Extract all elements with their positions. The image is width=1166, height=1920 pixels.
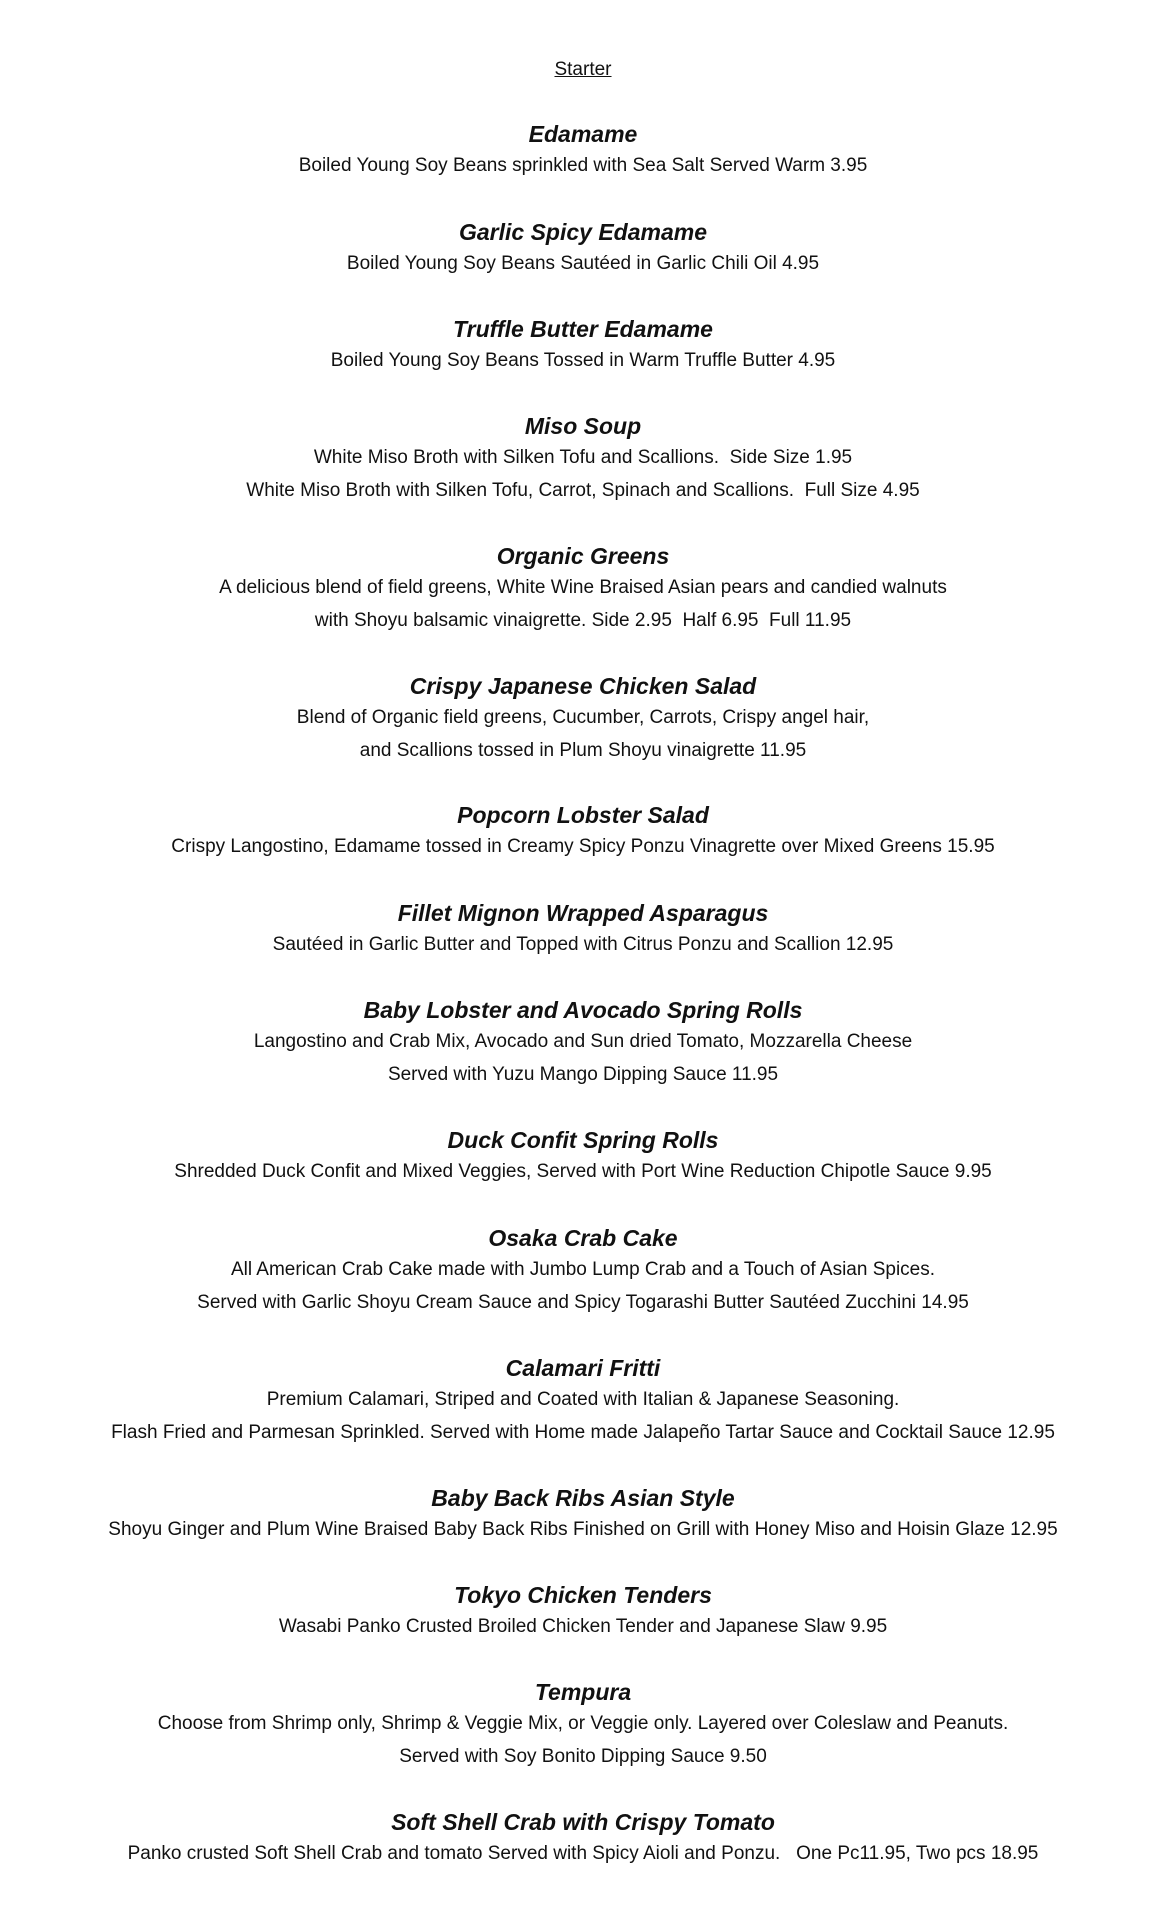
menu-item: [0, 119, 1166, 182]
item-description: Choose from Shrimp only, Shrimp & Veggie Mix, or Veggie only. Layered over Coleslaw and Peanuts.: [157, 1713, 1009, 1734]
item-description: Premium Calamari, Striped and Coated with Italian & Japanese Seasoning.: [266, 1389, 900, 1410]
menu-item: [0, 1677, 1166, 1773]
item-description: Blend of Organic field greens, Cucumber, Carrots, Crispy angel hair,: [296, 707, 870, 728]
item-description: Langostino and Crab Mix, Avocado and Sun dried Tomato, Mozzarella Cheese: [253, 1031, 913, 1052]
item-name: Tokyo Chicken Tenders: [454, 1582, 712, 1608]
menu-item: [0, 541, 1166, 637]
item-description: Crispy Langostino, Edamame tossed in Creamy Spicy Ponzu Vinagrette over Mixed Greens 15.95: [171, 836, 995, 857]
item-description: Shredded Duck Confit and Mixed Veggies, Served with Port Wine Reduction Chipotle Sauce 9.95: [174, 1161, 992, 1182]
item-name: Baby Back Ribs Asian Style: [431, 1485, 735, 1511]
item-description: Sautéed in Garlic Butter and Topped with Citrus Ponzu and Scallion 12.95: [272, 934, 894, 955]
item-description: Panko crusted Soft Shell Crab and tomato Served with Spicy Aioli and Ponzu. One Pc11.95, Two pcs 18.95: [127, 1843, 1039, 1864]
menu-item: [0, 898, 1166, 961]
item-description: Wasabi Panko Crusted Broiled Chicken Tender and Japanese Slaw 9.95: [278, 1616, 888, 1637]
item-name: Popcorn Lobster Salad: [457, 802, 709, 828]
menu-item: [0, 1223, 1166, 1319]
item-name: Calamari Fritti: [505, 1355, 661, 1381]
item-description: Flash Fried and Parmesan Sprinkled. Served with Home made Jalapeño Tartar Sauce and Cocktail Sauce 12.95: [111, 1422, 1055, 1443]
menu-item: [0, 217, 1166, 280]
item-name: Crispy Japanese Chicken Salad: [409, 673, 757, 699]
item-description: A delicious blend of field greens, White Wine Braised Asian pears and candied walnuts: [219, 577, 947, 598]
item-description: Served with Yuzu Mango Dipping Sauce 11.95: [387, 1064, 779, 1085]
item-description: Served with Soy Bonito Dipping Sauce 9.50: [399, 1746, 767, 1767]
item-description: with Shoyu balsamic vinaigrette. Side 2.95 Half 6.95 Full 11.95: [314, 610, 852, 631]
item-name: Tempura: [534, 1679, 632, 1705]
item-description: All American Crab Cake made with Jumbo Lump Crab and a Touch of Asian Spices.: [230, 1259, 936, 1280]
item-name: Soft Shell Crab with Crispy Tomato: [391, 1809, 775, 1835]
item-name: Fillet Mignon Wrapped Asparagus: [397, 900, 769, 926]
item-description: White Miso Broth with Silken Tofu, Carrot, Spinach and Scallions. Full Size 4.95: [246, 480, 920, 501]
item-name: Organic Greens: [496, 543, 670, 569]
item-name: Osaka Crab Cake: [488, 1225, 678, 1251]
menu-item: [0, 411, 1166, 507]
menu-item: [0, 1580, 1166, 1643]
menu-item: [0, 1353, 1166, 1449]
menu-item: [0, 671, 1166, 767]
item-description: Boiled Young Soy Beans Tossed in Warm Truffle Butter 4.95: [330, 350, 836, 371]
menu-item: [0, 1483, 1166, 1546]
menu-item: [0, 1125, 1166, 1188]
item-name: Duck Confit Spring Rolls: [447, 1127, 719, 1153]
item-description: and Scallions tossed in Plum Shoyu vinaigrette 11.95: [359, 740, 807, 761]
menu-item: [0, 1807, 1166, 1870]
item-name: Garlic Spicy Edamame: [458, 219, 707, 245]
item-name: Edamame: [528, 121, 638, 147]
item-name: Miso Soup: [524, 413, 642, 439]
section-title: Starter: [554, 59, 612, 80]
item-description: Shoyu Ginger and Plum Wine Braised Baby Back Ribs Finished on Grill with Honey Miso and Hoisin Glaze 12.95: [108, 1519, 1058, 1540]
item-description: Boiled Young Soy Beans sprinkled with Sea Salt Served Warm 3.95: [298, 155, 868, 176]
menu-item: [0, 314, 1166, 377]
menu-item: [0, 995, 1166, 1091]
menu-item: [0, 800, 1166, 863]
item-name: Truffle Butter Edamame: [453, 316, 713, 342]
item-description: Served with Garlic Shoyu Cream Sauce and Spicy Togarashi Butter Sautéed Zucchini 14.95: [197, 1292, 969, 1313]
item-name: Baby Lobster and Avocado Spring Rolls: [363, 997, 803, 1023]
item-description: Boiled Young Soy Beans Sautéed in Garlic Chili Oil 4.95: [346, 253, 820, 274]
item-description: White Miso Broth with Silken Tofu and Scallions. Side Size 1.95: [313, 447, 853, 468]
